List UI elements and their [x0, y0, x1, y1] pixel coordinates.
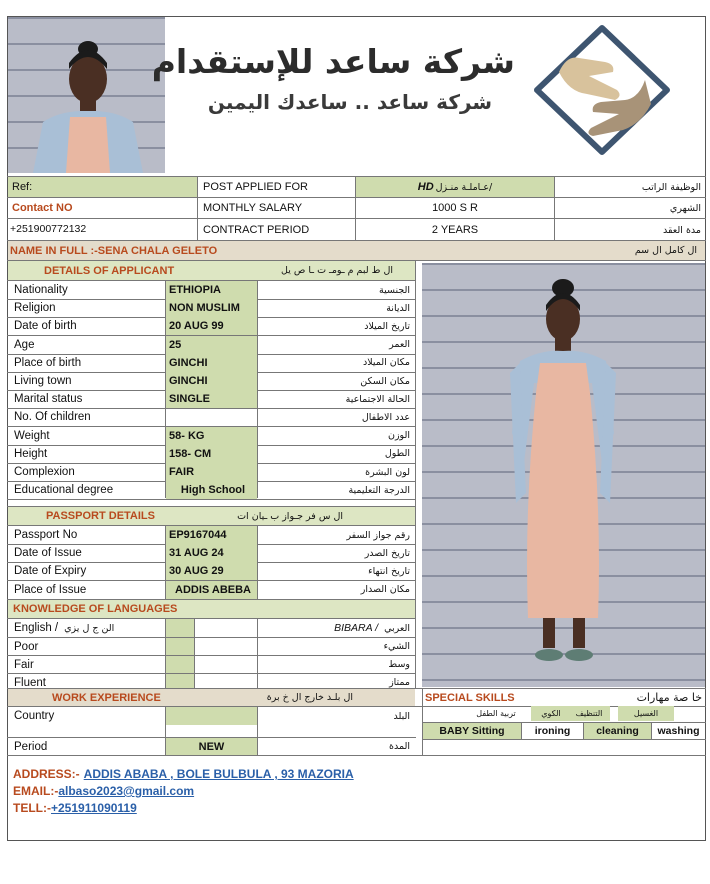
passport-label-ar: تاريخ انتهاء [368, 565, 410, 577]
contract-label-ar: مدة العقد [663, 224, 701, 236]
english-label: English / [14, 622, 59, 634]
salary-value-cell [356, 198, 554, 218]
full-name-ar-cell [555, 241, 705, 260]
grid-line [165, 525, 166, 599]
portrait-photo [8, 17, 165, 173]
detail-label-ar: لون البشرة [365, 466, 410, 478]
language-level-label-ar: الشيء [383, 641, 410, 652]
country-label-ar: البلد [393, 710, 410, 722]
passport-value: EP9167044 [166, 526, 257, 544]
passport-title: PASSPORT DETAILS [46, 510, 155, 522]
skill-label-ar: الغسيل [618, 706, 674, 721]
detail-label: No. Of children [14, 411, 91, 424]
skills-title-ar: خا صة مهارات [636, 691, 702, 704]
address-label: ADDRESS:- [13, 767, 80, 781]
detail-label: Nationality [14, 284, 68, 296]
tell-label: TELL:- [13, 801, 51, 815]
contract-label: CONTRACT PERIOD [203, 224, 310, 236]
email-link[interactable]: albaso2023@gmail.com [58, 784, 195, 798]
detail-label: Religion [14, 302, 56, 315]
english-label-ar: الن ج ل يزي [64, 622, 115, 634]
post-value-prefix: HD [417, 181, 434, 193]
detail-value: NON MUSLIM [166, 299, 257, 317]
skill-label-ar: تربية الطفل [476, 709, 516, 718]
company-slogan: شركة ساعد .. ساعدك اليمين [207, 90, 493, 114]
detail-label-ar: الدرجة التعليمية [348, 484, 410, 496]
contact-value: +251900772132 [10, 223, 87, 235]
post-value-cell [356, 177, 554, 197]
passport-label: Date of Issue [14, 547, 82, 560]
detail-label-ar: الحالة الاجتماعية [345, 393, 410, 405]
detail-label-ar: مكان الميلاد [362, 357, 410, 369]
skill-label-ar: الكوي [531, 706, 571, 721]
grid-line [7, 525, 416, 526]
detail-value: GINCHI [166, 354, 257, 372]
arabic-label: BIBARA / [334, 622, 379, 634]
detail-label: Marital status [14, 393, 83, 406]
languages-title: KNOWLEDGE OF LANGUAGES [13, 603, 178, 615]
detail-label-ar: الطول [384, 448, 410, 460]
post-label: POST APPLIED FOR [203, 181, 308, 193]
contract-label-cell [198, 220, 355, 240]
post-value-ar: عـاملـة منـزل/ [435, 181, 493, 193]
detail-label-ar: الجنسية [379, 284, 410, 296]
detail-value: 58- KG [166, 427, 257, 445]
grid-line [257, 280, 258, 498]
full-name-ar: ال كامل ال سم [634, 245, 697, 256]
period-value-cell [166, 738, 257, 755]
salary-label-ar: الشهري [669, 202, 701, 214]
detail-value: SINGLE [166, 390, 257, 408]
detail-value: ETHIOPIA [166, 281, 257, 299]
post-label-ar-cell [555, 177, 705, 197]
detail-value: 158- CM [166, 445, 257, 463]
post-label-ar: الوظيفة الراتب [641, 181, 701, 193]
passport-label: Passport No [14, 529, 78, 541]
detail-label-ar: مكان السكن [360, 375, 410, 387]
email-line [13, 782, 693, 800]
detail-value [166, 408, 257, 426]
detail-label-ar: عدد الاطفال [361, 411, 410, 423]
contract-value: 2 YEARS [431, 224, 479, 236]
contact-label-cell [8, 198, 197, 218]
salary-label-cell [198, 198, 355, 218]
skill-label-ar: التنظيف [568, 706, 610, 721]
period-label-ar-cell [258, 738, 414, 755]
skill-item: cleaning [584, 723, 651, 739]
country-label-ar-cell [258, 707, 414, 725]
tell-link[interactable]: +251911090119 [51, 801, 137, 815]
detail-value: High School [166, 481, 257, 499]
period-label-cell [8, 738, 165, 755]
language-level-label: Poor [14, 640, 39, 653]
language-level-label: Fluent [14, 676, 46, 689]
details-title-ar-cell [230, 261, 413, 280]
detail-value: 25 [166, 336, 257, 354]
passport-value: 30 AUG 29 [166, 562, 257, 580]
passport-label-ar: مكان الصدار [360, 584, 410, 596]
skills-title: SPECIAL SKILLS [425, 691, 515, 704]
tell-line [13, 799, 693, 817]
language-level-label-ar: ممتاز [389, 677, 410, 688]
passport-title-ar-cell [230, 507, 413, 525]
detail-value: FAIR [166, 463, 257, 481]
passport-label-ar: تاريخ الصدر [364, 547, 410, 559]
passport-value: ADDIS ABEBA [166, 581, 257, 599]
detail-label: Height [14, 447, 48, 460]
country-label-cell [8, 707, 165, 725]
country-value-cell [166, 707, 257, 725]
contact-label: Contact NO [12, 202, 73, 214]
full-name: NAME IN FULL :-SENA CHALA GELETO [10, 244, 218, 257]
work-title-ar-cell [230, 689, 413, 706]
detail-label-ar: الديانة [386, 302, 410, 314]
english-label-cell [8, 619, 165, 637]
detail-value: GINCHI [166, 372, 257, 390]
details-title: DETAILS OF APPLICANT [44, 264, 175, 277]
passport-title-ar: ال س فر جـواز ب ـيان ات [237, 510, 343, 522]
company-logo [527, 20, 677, 160]
skill-item: ironing [534, 725, 571, 737]
address-link[interactable]: ADDIS ABABA , BOLE BULBULA , 93 MAZORIA [83, 767, 354, 781]
contract-value-cell [356, 220, 554, 240]
detail-label: Complexion [14, 466, 75, 478]
detail-label: Age [14, 338, 35, 351]
detail-label: Place of birth [14, 356, 82, 369]
passport-value: 31 AUG 24 [166, 544, 257, 562]
post-label-cell [198, 177, 355, 197]
full-body-photo [422, 263, 705, 687]
skills-title-ar-cell [600, 689, 704, 706]
work-title: WORK EXPERIENCE [52, 691, 161, 704]
detail-value: 20 AUG 99 [166, 317, 257, 335]
grid-line [7, 499, 416, 500]
country-label: Country [14, 710, 55, 722]
address-line [13, 765, 693, 783]
passport-label-ar: رقم جواز السفر [346, 529, 410, 541]
detail-label: Living town [14, 375, 72, 387]
language-level-label: Fair [14, 658, 34, 671]
detail-label-ar: تاريخ الميلاد [364, 320, 410, 332]
skill-item: BABY Sitting [423, 723, 521, 739]
detail-label: Date of birth [14, 320, 77, 333]
arabic-label-cell [258, 619, 414, 637]
contract-label-ar-cell [555, 220, 705, 240]
email-label: EMAIL:- [13, 784, 59, 798]
detail-label-ar: العمر [389, 339, 410, 351]
ref-cell [8, 177, 197, 197]
detail-label: Educational degree [14, 484, 114, 497]
language-level-label-ar: وسط [388, 659, 410, 670]
detail-label-ar: الوزن [387, 430, 410, 442]
salary-label-ar-cell [555, 198, 705, 218]
period-label: Period [14, 740, 48, 753]
company-title: شركة ساعد للإستقدام [151, 42, 515, 81]
salary-label: MONTHLY SALARY [203, 202, 303, 214]
salary-value: 1000 S R [432, 202, 478, 214]
arabic-label-ar: العربي [384, 622, 410, 634]
contact-value-cell [8, 219, 197, 239]
languages-title-row [8, 600, 415, 618]
passport-label: Place of Issue [14, 583, 87, 596]
details-title-ar: ال ط لبم م ـومـ ت ـا ص يل [281, 265, 393, 276]
grid-line [257, 525, 258, 599]
passport-label: Date of Expiry [14, 565, 87, 578]
grid-line [165, 280, 166, 498]
detail-label: Weight [14, 429, 50, 442]
period-label-ar: المدة [389, 741, 410, 752]
work-title-ar: ال بلـد خارج ال خ برة [266, 692, 353, 703]
ref-label: Ref: [12, 181, 33, 193]
period-value: NEW [198, 740, 225, 753]
skill-item: washing [657, 725, 700, 737]
